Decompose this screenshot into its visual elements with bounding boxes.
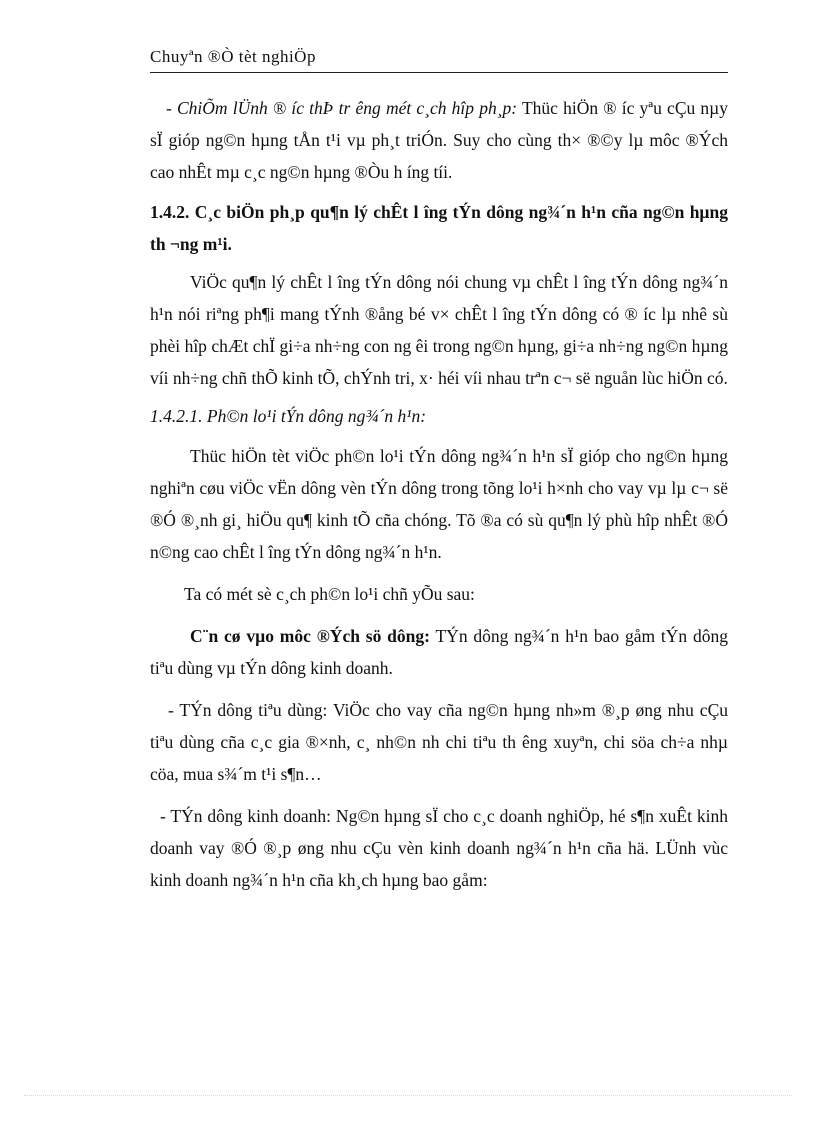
paragraph-by-purpose xyxy=(150,620,728,684)
heading-1-4-2: 1.4.2. C¸c biÖn ph¸p qu¶n lý chÊt l îng tÝn dông ng¾´n h¹n cña ng©n hµng th ¬ng m¹i. xyxy=(150,202,728,254)
paragraph-market-share-lead: - ChiÕm lÜnh ® íc thÞ tr êng mét c¸ch hîp ph¸p: xyxy=(166,98,518,118)
paragraph-market-share-text: Thüc hiÖn ® íc yªu cÇu nµy sÏ gióp ng©n hµng tÅn t¹i vµ ph¸t triÓn. Suy cho cùng th× ®©y lµ môc ®Ých cao nhÊt mµ c¸c ng©n hµng ®Òu h íng tíi. xyxy=(150,98,729,182)
paragraph-business-credit: - TÝn dông kinh doanh: Ng©n hµng sÏ cho c¸c doanh nghiÖp, hé s¶n xuÊt kinh doanh vay ®Ó ®¸p øng nhu cÇu vèn kinh doanh ng¾´n h¹n cña hä. LÜnh vùc kinh doanh ng¾´n h¹n cña kh¸ch hµng bao gåm: xyxy=(150,806,728,890)
paragraph-consumer-credit: - TÝn dông tiªu dùng: ViÖc cho vay cña ng©n hµng nh»m ®¸p øng nhu cÇu tiªu dùng cña c¸c gia ®×nh, c¸ nh©n nh chi tiªu th êng xuyªn, chi söa ch÷a nhµ cöa, mua s¾´m t¹i s¶n… xyxy=(150,700,728,784)
page-header xyxy=(150,47,728,73)
paragraph-classification: Thüc hiÖn tèt viÖc ph©n lo¹i tÝn dông ng¾´n h¹n sÏ gióp cho ng©n hµng nghiªn cøu viÖc vËn dông vèn tÝn dông trong tõng lo¹i h×nh cho vay vµ lµ c¬ së ®Ó ®¸nh gi¸ hiÖu qu¶ kinh tÕ cña chóng. Tõ ®a có sù qu¶n lý phù hîp nhÊt ®Ó n©ng cao chÊt l îng tÝn dông ng¾´n h¹n. xyxy=(150,446,728,562)
paragraph-quality-management: ViÖc qu¶n lý chÊt l îng tÝn dông nói chung vµ chÊt l îng tÝn dông ng¾´n h¹n nói riªng ph¶i mang tÝnh ®ång bé v× chÊt l îng tÝn dông có ® íc lµ nhê sù phèi hîp chÆt chÏ gi÷a nh÷ng con ng êi trong ng©n hµng, gi÷a nh÷ng ng©n hµng víi nh÷ng chñ thÕ kinh tÕ, chÝnh tri, x· héi víi nhau trªn c¬ së nguån lùc hiÖn có. xyxy=(150,272,728,388)
page-bottom-divider xyxy=(24,1095,792,1096)
heading-1-4-2-1: 1.4.2.1. Ph©n lo¹i tÝn dông ng¾´n h¹n: xyxy=(150,406,427,426)
paragraph-by-purpose-lead: C¨n cø vµo môc ®Ých sö dông: xyxy=(190,626,430,646)
paragraph-classification-intro: Ta có mét sè c¸ch ph©n lo¹i chñ yÕu sau: xyxy=(184,584,475,604)
paragraph-by-purpose-text: TÝn dông ng¾´n h¹n bao gåm tÝn dông tiªu dùng vµ tÝn dông kinh doanh. xyxy=(150,626,728,678)
header-title: Chuyªn ®Ò tèt nghiÖp xyxy=(150,47,316,66)
document-body xyxy=(150,92,728,896)
paragraph-market-share xyxy=(150,92,728,188)
